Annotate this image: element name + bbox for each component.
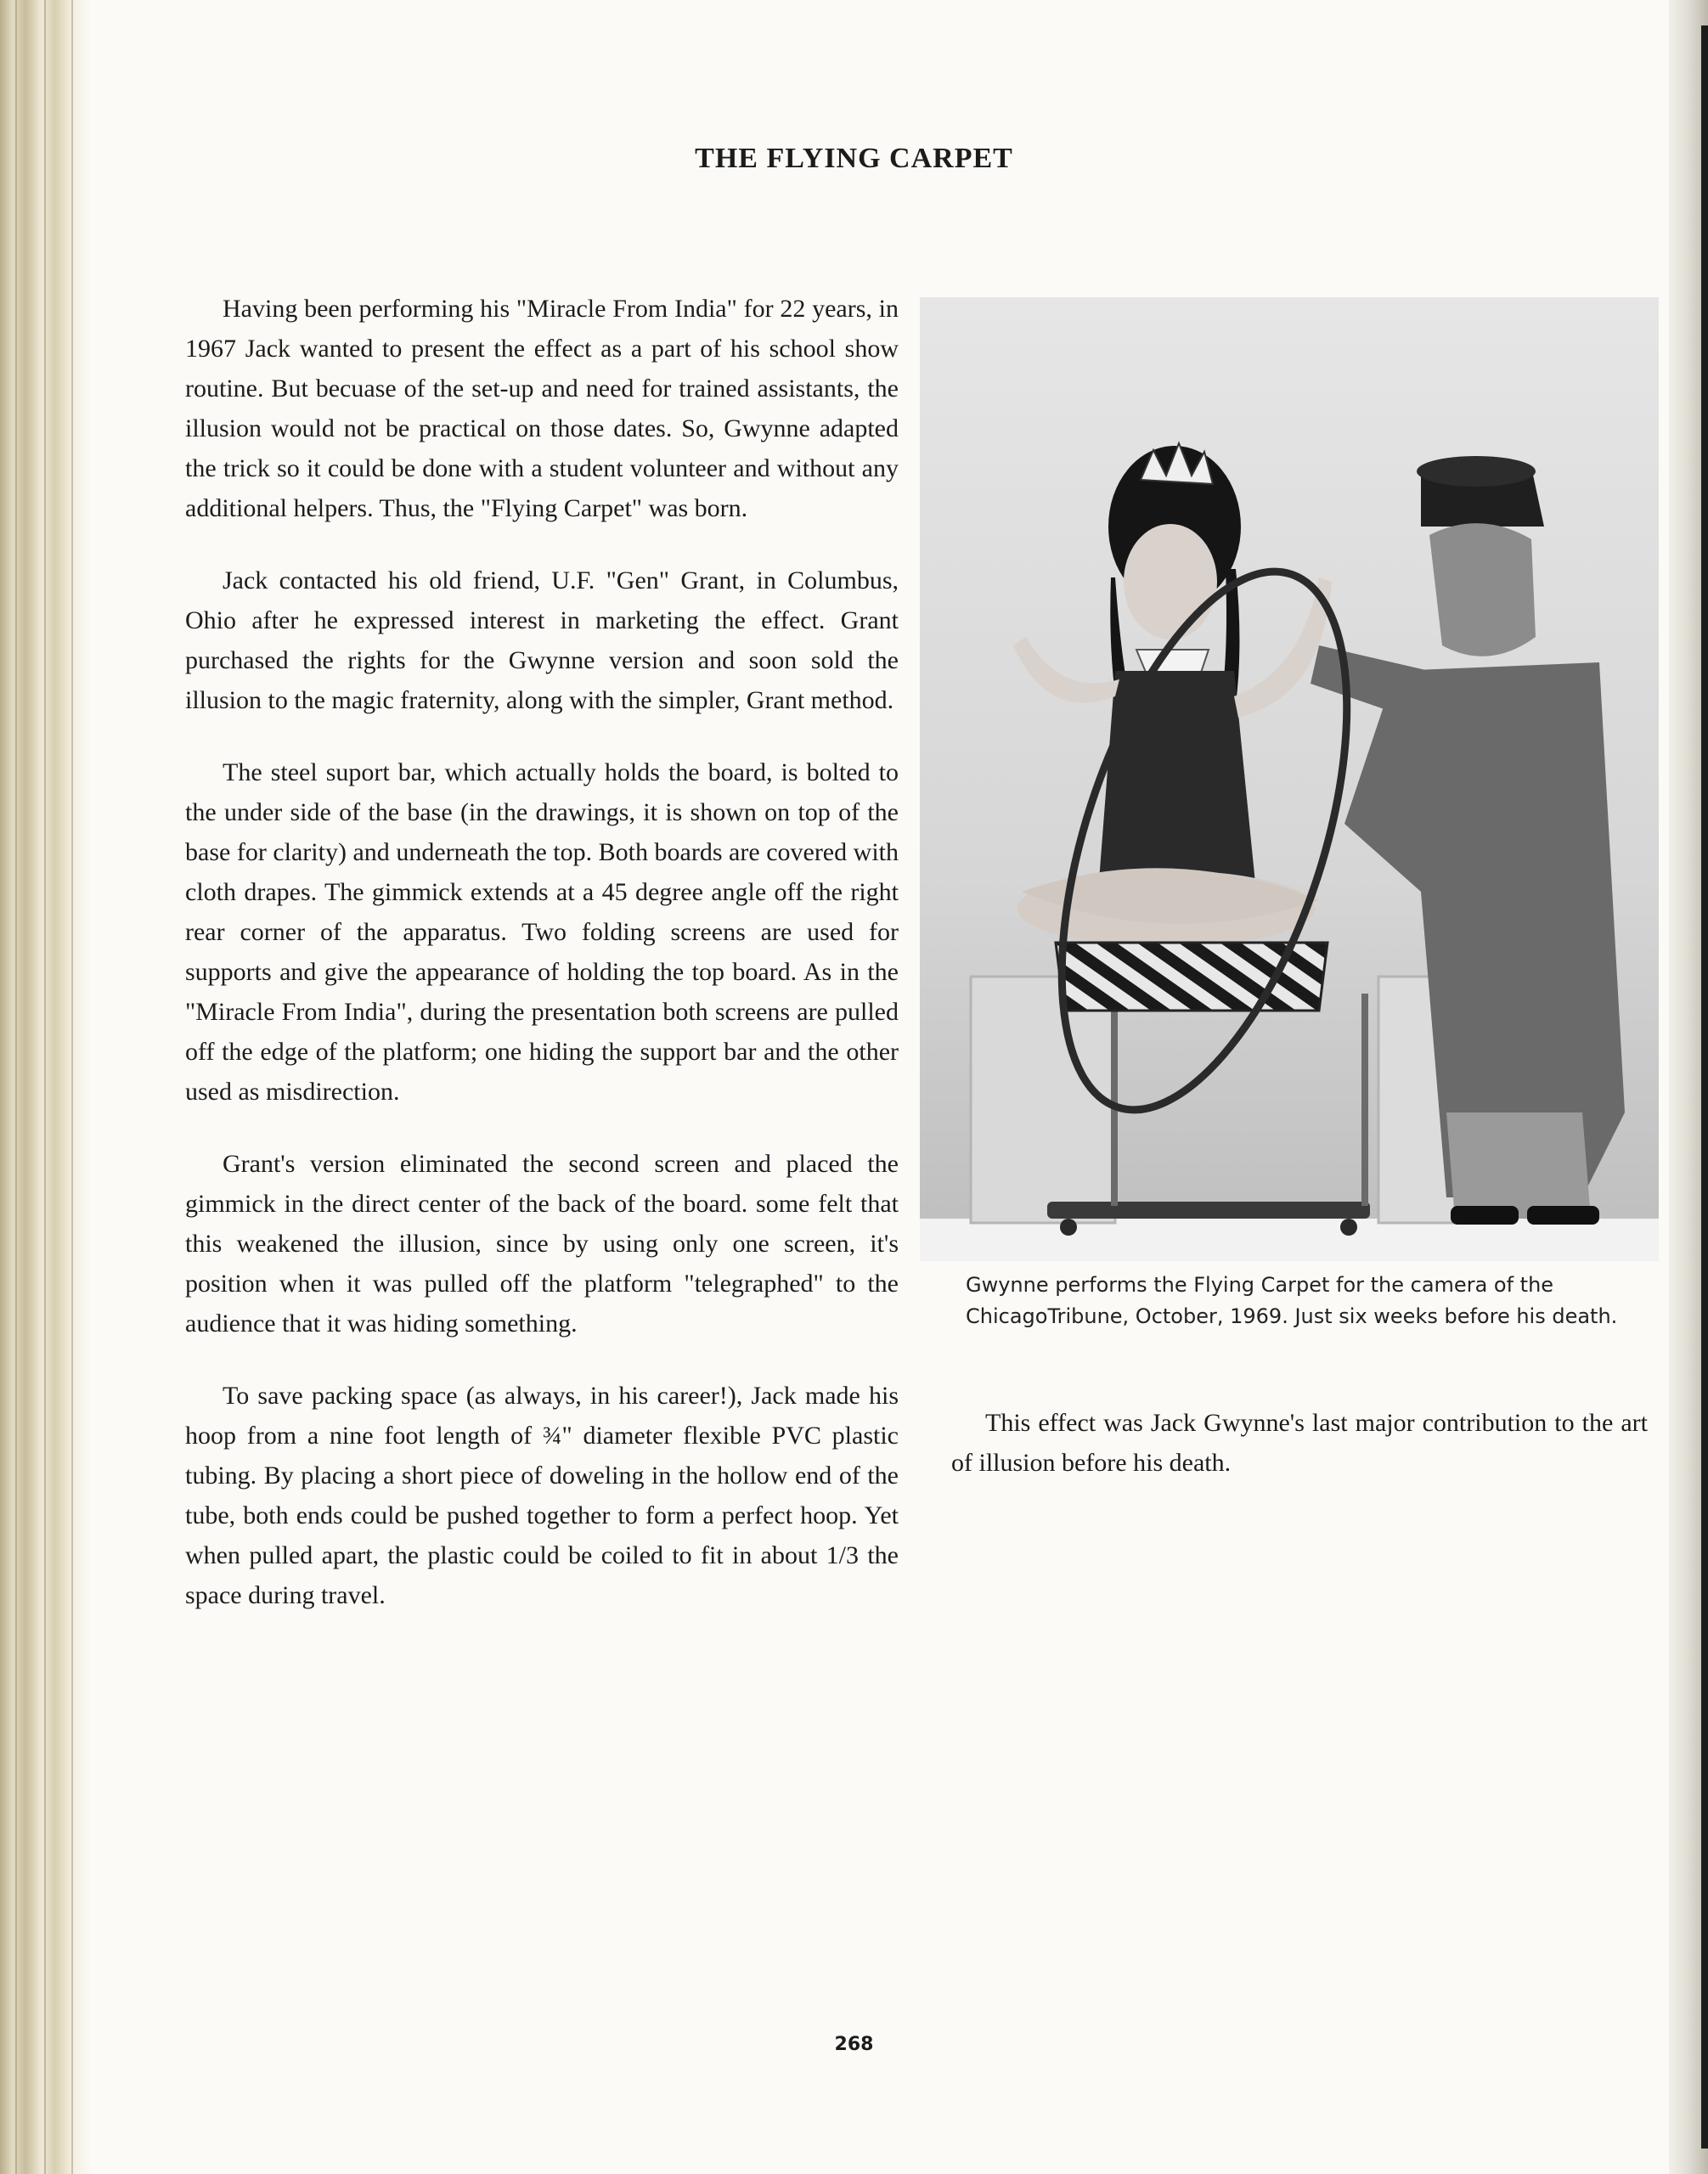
photo-caption: Gwynne performs the Flying Carpet for the camera of the ChicagoTribune, October, 1969. Just six weeks before his death. xyxy=(966,1273,1618,1328)
paragraph: This effect was Jack Gwynne's last major contribution to the art of illusion before his death. xyxy=(951,1409,1648,1477)
performance-photo xyxy=(920,297,1659,1261)
paragraph: Grant's version eliminated the second screen and placed the gimmick in the direct center of the back of the board. some felt that this weakened the illusion, since by using only one screen, it's position when it was pulled off the platform "telegraphed" to the audience that it was hiding something. xyxy=(185,1150,899,1338)
paragraph: To save packing space (as always, in his career!), Jack made his hoop from a nine foot length of ¾" diameter flexible PVC plastic tubing. By placing a short piece of doweling in the hollow end of the tube, both ends could be pushed together to form a perfect hoop. Yet when pulled apart, the plastic could be coiled to fit in about 1/3 the space during travel. xyxy=(185,1382,899,1609)
spine-crease xyxy=(71,0,73,2174)
right-text-column xyxy=(951,1403,1648,1483)
book-spine xyxy=(0,0,92,2174)
spine-crease xyxy=(44,0,46,2174)
next-page-edge xyxy=(1701,25,1708,2149)
page-title: THE FLYING CARPET xyxy=(695,143,1013,174)
spine-crease xyxy=(15,0,17,2174)
page-edge xyxy=(1669,0,1708,2174)
body-text-column xyxy=(185,289,899,1647)
photo-illustration xyxy=(920,297,1659,1261)
paragraph: The steel suport bar, which actually holds the board, is bolted to the under side of the base (in the drawings, it is shown on top of the base for clarity) and underneath the top. Both boards are covered with cloth drapes. The gimmick extends at a 45 degree angle off the right rear corner of the apparatus. Two folding screens are used for supports and give the appearance of holding the top board. As in the "Miracle From India", during the presentation both screens are pulled off the edge of the platform; one hiding the support bar and the other used as misdirection. xyxy=(185,758,899,1106)
page-number: 268 xyxy=(834,2034,874,2055)
paragraph: Jack contacted his old friend, U.F. "Gen" Grant, in Columbus, Ohio after he expressed interest in marketing the effect. Grant purchased the rights for the Gwynne version and soon sold the illusion to the magic fraternity, along with the simpler, Grant method. xyxy=(185,566,899,714)
paragraph: Having been performing his "Miracle From India" for 22 years, in 1967 Jack wanted to present the effect as a part of his school show routine. But becuase of the set-up and need for trained assistants, the illusion would not be practical on those dates. So, Gwynne adapted the trick so it could be done with a student volunteer and without any additional helpers. Thus, the "Flying Carpet" was born. xyxy=(185,295,899,522)
